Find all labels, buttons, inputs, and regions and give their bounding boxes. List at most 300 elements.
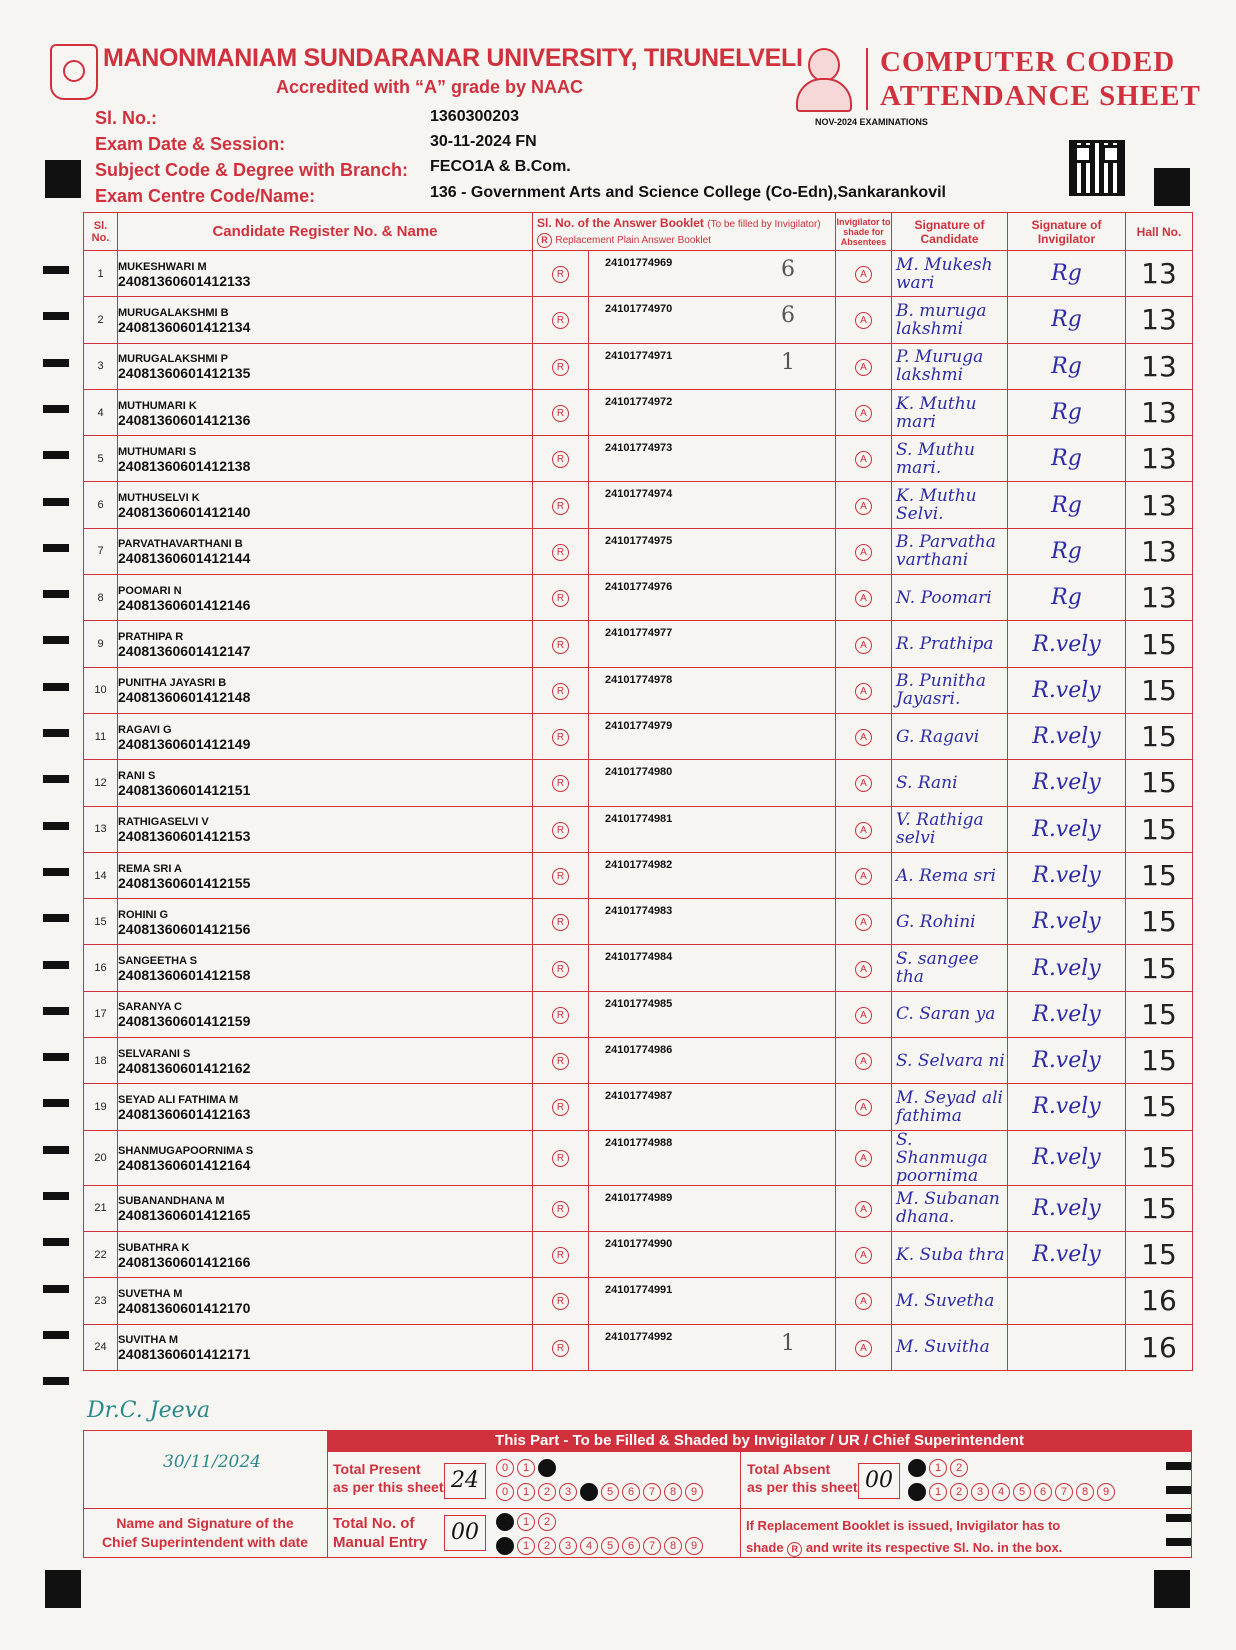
digit-bubble[interactable]: 7 <box>643 1537 661 1555</box>
booklet-mark: 1 <box>781 1330 795 1356</box>
booklet-cell[interactable] <box>589 297 836 343</box>
candidate-name: SEYAD ALI FATHIMA M <box>118 1093 239 1106</box>
digit-bubble[interactable]: 8 <box>664 1537 682 1555</box>
candidate-cell <box>118 945 533 991</box>
digit-bubble[interactable]: 6 <box>622 1537 640 1555</box>
booklet-cell[interactable] <box>589 528 836 574</box>
invigilator-signature[interactable]: R.vely <box>1008 760 1126 806</box>
booklet-cell[interactable] <box>589 806 836 852</box>
timing-mark <box>43 312 69 320</box>
candidate-cell <box>118 436 533 482</box>
digit-bubble[interactable]: 3 <box>559 1483 577 1501</box>
hall-number: 15 <box>1126 899 1193 945</box>
candidate-signature[interactable]: P. Muruga lakshmi <box>892 343 1008 389</box>
hall-number: 16 <box>1126 1324 1193 1370</box>
invigilator-signature[interactable]: R.vely <box>1008 621 1126 667</box>
replacement-bubble[interactable]: R <box>552 312 569 329</box>
timing-mark <box>43 1007 69 1015</box>
candidate-cell <box>118 760 533 806</box>
present-units-bubbles[interactable] <box>496 1482 706 1501</box>
digit-bubble[interactable]: 5 <box>1013 1483 1031 1501</box>
replacement-bubble[interactable]: R <box>552 266 569 283</box>
digit-bubble[interactable]: 2 <box>950 1459 968 1477</box>
replacement-cell[interactable] <box>533 1130 589 1185</box>
digit-bubble[interactable]: 3 <box>559 1537 577 1555</box>
absent-cell[interactable] <box>836 1324 892 1370</box>
booklet-cell[interactable] <box>589 1231 836 1277</box>
candidate-signature[interactable]: G. Rohini <box>892 899 1008 945</box>
absent-bubble[interactable]: A <box>855 775 872 792</box>
replacement-cell[interactable] <box>533 389 589 435</box>
absent-cell[interactable] <box>836 945 892 991</box>
timing-mark <box>43 636 69 644</box>
candidate-signature[interactable]: A. Rema sri <box>892 852 1008 898</box>
invigilator-signature[interactable] <box>1008 1324 1126 1370</box>
digit-bubble[interactable]: 8 <box>1076 1483 1094 1501</box>
booklet-cell[interactable] <box>589 1324 836 1370</box>
digit-bubble[interactable]: 5 <box>601 1537 619 1555</box>
replacement-bubble[interactable]: R <box>552 1099 569 1116</box>
candidate-signature[interactable]: K. Suba thra <box>892 1231 1008 1277</box>
candidate-signature[interactable]: M. Seyad ali fathima <box>892 1084 1008 1130</box>
digit-bubble[interactable]: 4 <box>580 1537 598 1555</box>
col-sl: Sl. No. <box>84 213 118 251</box>
absent-bubble[interactable]: A <box>855 729 872 746</box>
booklet-cell[interactable] <box>589 251 836 297</box>
replacement-cell[interactable] <box>533 945 589 991</box>
replacement-cell[interactable] <box>533 852 589 898</box>
candidate-signature[interactable]: S. Shanmuga poornima <box>892 1130 1008 1185</box>
chief-date: 30/11/2024 <box>163 1452 261 1472</box>
table-row <box>84 1231 1193 1277</box>
digit-bubble[interactable]: 2 <box>538 1459 556 1477</box>
invigilator-signature[interactable]: Rg <box>1008 251 1126 297</box>
invigilator-signature[interactable]: R.vely <box>1008 852 1126 898</box>
digit-bubble[interactable]: 9 <box>685 1537 703 1555</box>
replacement-cell[interactable] <box>533 482 589 528</box>
digit-bubble[interactable]: 8 <box>664 1483 682 1501</box>
replacement-cell[interactable] <box>533 528 589 574</box>
digit-bubble[interactable]: 6 <box>622 1483 640 1501</box>
subject-label: Subject Code & Degree with Branch: <box>95 160 409 180</box>
candidate-cell <box>118 1130 533 1185</box>
booklet-cell[interactable] <box>589 1130 836 1185</box>
absent-cell[interactable] <box>836 760 892 806</box>
booklet-cell[interactable] <box>589 1038 836 1084</box>
invigilator-signature[interactable] <box>1008 1278 1126 1324</box>
invigilator-signature[interactable]: R.vely <box>1008 667 1126 713</box>
absent-cell[interactable] <box>836 713 892 759</box>
invigilator-signature[interactable]: R.vely <box>1008 945 1126 991</box>
timing-mark <box>43 775 69 783</box>
absent-cell[interactable] <box>836 436 892 482</box>
hall-number: 15 <box>1126 852 1193 898</box>
booklet-cell[interactable] <box>589 667 836 713</box>
booklet-mark: 1 <box>781 349 795 375</box>
booklet-cell[interactable] <box>589 621 836 667</box>
invigilator-signature[interactable]: R.vely <box>1008 1185 1126 1231</box>
sl-no-label: Sl. No.: <box>95 108 157 128</box>
replacement-bubble[interactable]: R <box>552 822 569 839</box>
replacement-cell[interactable] <box>533 436 589 482</box>
booklet-cell[interactable] <box>589 575 836 621</box>
digit-bubble[interactable]: 2 <box>538 1483 556 1501</box>
digit-bubble[interactable]: 0 <box>496 1537 514 1555</box>
hall-number: 13 <box>1126 389 1193 435</box>
candidate-signature[interactable]: B. Punitha Jayasri. <box>892 667 1008 713</box>
row-sl: 17 <box>84 991 118 1037</box>
candidate-signature[interactable]: K. Muthu mari <box>892 389 1008 435</box>
register-number: 24081360601412162 <box>118 1059 251 1076</box>
absent-tens-bubbles[interactable] <box>908 1458 971 1477</box>
absent-bubble[interactable]: A <box>855 1201 872 1218</box>
replacement-bubble[interactable]: R <box>552 590 569 607</box>
hall-number: 16 <box>1126 1278 1193 1324</box>
absent-cell[interactable] <box>836 575 892 621</box>
booklet-cell[interactable] <box>589 760 836 806</box>
digit-bubble[interactable]: 0 <box>496 1459 514 1477</box>
absent-bubble[interactable]: A <box>855 498 872 515</box>
replacement-cell[interactable] <box>533 1278 589 1324</box>
absent-cell[interactable] <box>836 1278 892 1324</box>
table-row <box>84 436 1193 482</box>
digit-bubble[interactable]: 2 <box>538 1513 556 1531</box>
total-present-value[interactable]: 24 <box>444 1463 486 1499</box>
replacement-bubble[interactable]: R <box>552 1340 569 1357</box>
replacement-bubble[interactable]: R <box>552 405 569 422</box>
replacement-cell[interactable] <box>533 1185 589 1231</box>
invigilator-signature[interactable]: R.vely <box>1008 1130 1126 1185</box>
row-sl: 15 <box>84 899 118 945</box>
exam-date-label: Exam Date & Session: <box>95 134 286 154</box>
exam-session-label: NOV-2024 EXAMINATIONS <box>815 117 928 127</box>
candidate-signature[interactable]: B. Parvatha varthani <box>892 528 1008 574</box>
replacement-cell[interactable] <box>533 621 589 667</box>
invigilator-signature[interactable]: Rg <box>1008 528 1126 574</box>
candidate-signature[interactable]: G. Ragavi <box>892 713 1008 759</box>
booklet-cell[interactable] <box>589 389 836 435</box>
absent-cell[interactable] <box>836 251 892 297</box>
digit-bubble[interactable]: 9 <box>1097 1483 1115 1501</box>
row-sl: 13 <box>84 806 118 852</box>
replacement-cell[interactable] <box>533 899 589 945</box>
absent-bubble[interactable]: A <box>855 1007 872 1024</box>
digit-bubble[interactable]: 0 <box>908 1483 926 1501</box>
replacement-bubble[interactable]: R <box>552 359 569 376</box>
digit-bubble[interactable]: 3 <box>971 1483 989 1501</box>
digit-bubble[interactable]: 1 <box>517 1459 535 1477</box>
invigilator-signature[interactable]: Rg <box>1008 482 1126 528</box>
replacement-cell[interactable] <box>533 575 589 621</box>
candidate-signature[interactable]: S. Rani <box>892 760 1008 806</box>
invigilator-signature[interactable]: R.vely <box>1008 806 1126 852</box>
invigilator-signature[interactable]: Rg <box>1008 436 1126 482</box>
total-present-label: Total Present as per this sheet <box>333 1461 444 1495</box>
absent-bubble[interactable]: A <box>855 1150 872 1167</box>
replacement-cell[interactable] <box>533 251 589 297</box>
absent-bubble[interactable]: A <box>855 590 872 607</box>
booklet-number: 24101774991 <box>605 1284 673 1297</box>
digit-bubble[interactable]: 4 <box>580 1483 598 1501</box>
table-row <box>84 945 1193 991</box>
replacement-bubble[interactable]: R <box>552 868 569 885</box>
digit-bubble[interactable]: 9 <box>685 1483 703 1501</box>
col-absent: Invigilator to shade for Absentees <box>836 213 892 251</box>
digit-bubble[interactable]: 2 <box>950 1483 968 1501</box>
candidate-signature[interactable]: S. Muthu mari. <box>892 436 1008 482</box>
absent-bubble[interactable]: A <box>855 544 872 561</box>
timing-mark <box>43 405 69 413</box>
candidate-signature[interactable]: B. muruga lakshmi <box>892 297 1008 343</box>
absent-cell[interactable] <box>836 1185 892 1231</box>
candidate-signature[interactable]: S. sangee tha <box>892 945 1008 991</box>
absent-bubble[interactable]: A <box>855 312 872 329</box>
booklet-number: 24101774987 <box>605 1090 673 1103</box>
booklet-cell[interactable] <box>589 1278 836 1324</box>
absent-cell[interactable] <box>836 1038 892 1084</box>
table-row <box>84 482 1193 528</box>
candidate-cell <box>118 1324 533 1370</box>
candidate-name: SANGEETHA S <box>118 955 198 968</box>
row-sl: 23 <box>84 1278 118 1324</box>
candidate-signature[interactable]: R. Prathipa <box>892 621 1008 667</box>
hall-number: 15 <box>1126 713 1193 759</box>
replacement-cell[interactable] <box>533 760 589 806</box>
manual-units-bubbles[interactable] <box>496 1536 706 1555</box>
exam-date-value: 30-11-2024 FN <box>430 133 537 150</box>
absent-cell[interactable] <box>836 343 892 389</box>
timing-mark <box>43 1053 69 1061</box>
register-number: 24081360601412165 <box>118 1207 251 1224</box>
absent-cell[interactable] <box>836 1231 892 1277</box>
absent-bubble[interactable]: A <box>855 683 872 700</box>
digit-bubble[interactable]: 0 <box>908 1459 926 1477</box>
replacement-cell[interactable] <box>533 991 589 1037</box>
replacement-bubble[interactable]: R <box>552 683 569 700</box>
booklet-cell[interactable] <box>589 899 836 945</box>
invigilator-signature[interactable]: R.vely <box>1008 899 1126 945</box>
manual-tens-bubbles[interactable] <box>496 1512 559 1531</box>
founder-portrait-icon <box>792 44 852 110</box>
register-number: 24081360601412147 <box>118 643 251 660</box>
digit-bubble[interactable]: 1 <box>517 1513 535 1531</box>
timing-mark <box>43 498 69 506</box>
absent-cell[interactable] <box>836 899 892 945</box>
register-number: 24081360601412140 <box>118 504 251 521</box>
replacement-r-icon: R <box>537 233 552 248</box>
chief-label: Name and Signature of the Chief Superintendent with date <box>101 1515 309 1550</box>
invigilator-signature[interactable]: R.vely <box>1008 1038 1126 1084</box>
booklet-cell[interactable] <box>589 713 836 759</box>
digit-bubble[interactable]: 4 <box>992 1483 1010 1501</box>
replacement-bubble[interactable]: R <box>552 775 569 792</box>
invigilator-signature[interactable]: R.vely <box>1008 1231 1126 1277</box>
candidate-cell <box>118 343 533 389</box>
absent-bubble[interactable]: A <box>855 914 872 931</box>
candidate-signature[interactable]: C. Saran ya <box>892 991 1008 1037</box>
attendance-table <box>83 212 1193 1371</box>
absent-bubble[interactable]: A <box>855 1247 872 1264</box>
timing-mark <box>43 1099 69 1107</box>
replacement-bubble[interactable]: R <box>552 1150 569 1167</box>
candidate-signature[interactable]: S. Selvara ni <box>892 1038 1008 1084</box>
absent-cell[interactable] <box>836 667 892 713</box>
absent-bubble[interactable]: A <box>855 266 872 283</box>
candidate-signature[interactable]: M. Suvetha <box>892 1278 1008 1324</box>
booklet-cell[interactable] <box>589 343 836 389</box>
digit-bubble[interactable]: 7 <box>1055 1483 1073 1501</box>
table-row <box>84 621 1193 667</box>
digit-bubble[interactable]: 1 <box>517 1483 535 1501</box>
digit-bubble[interactable]: 1 <box>929 1459 947 1477</box>
replacement-cell[interactable] <box>533 806 589 852</box>
row-sl: 19 <box>84 1084 118 1130</box>
candidate-cell <box>118 297 533 343</box>
hall-number: 13 <box>1126 528 1193 574</box>
absent-cell[interactable] <box>836 852 892 898</box>
booklet-cell[interactable] <box>589 1185 836 1231</box>
replacement-bubble[interactable]: R <box>552 544 569 561</box>
absent-bubble[interactable]: A <box>855 359 872 376</box>
digit-bubble[interactable]: 7 <box>643 1483 661 1501</box>
replacement-cell[interactable] <box>533 343 589 389</box>
absent-bubble[interactable]: A <box>855 1053 872 1070</box>
col-sig-candidate: Signature of Candidate <box>892 213 1008 251</box>
booklet-cell[interactable] <box>589 482 836 528</box>
total-absent-value[interactable]: 00 <box>858 1463 900 1499</box>
candidate-signature[interactable]: V. Rathiga selvi <box>892 806 1008 852</box>
candidate-signature[interactable]: M. Suvitha <box>892 1324 1008 1370</box>
absent-cell[interactable] <box>836 528 892 574</box>
digit-bubble[interactable]: 0 <box>496 1483 514 1501</box>
absent-bubble[interactable]: A <box>855 868 872 885</box>
booklet-cell[interactable] <box>589 852 836 898</box>
replacement-bubble[interactable]: R <box>552 637 569 654</box>
booklet-number: 24101774976 <box>605 581 673 594</box>
booklet-cell[interactable] <box>589 991 836 1037</box>
replacement-cell[interactable] <box>533 713 589 759</box>
manual-entry-value[interactable]: 00 <box>444 1515 486 1551</box>
replacement-bubble[interactable]: R <box>552 729 569 746</box>
candidate-cell <box>118 667 533 713</box>
replacement-cell[interactable] <box>533 1084 589 1130</box>
absent-bubble[interactable]: A <box>855 1340 872 1357</box>
absent-bubble[interactable]: A <box>855 1293 872 1310</box>
replacement-cell[interactable] <box>533 1038 589 1084</box>
absent-bubble[interactable]: A <box>855 961 872 978</box>
digit-bubble[interactable]: 1 <box>929 1483 947 1501</box>
candidate-signature[interactable]: N. Poomari <box>892 575 1008 621</box>
digit-bubble[interactable]: 2 <box>538 1537 556 1555</box>
booklet-number: 24101774974 <box>605 488 673 501</box>
timing-mark <box>43 1192 69 1200</box>
absent-units-bubbles[interactable] <box>908 1482 1118 1501</box>
absent-cell[interactable] <box>836 1130 892 1185</box>
absent-bubble[interactable]: A <box>855 1099 872 1116</box>
candidate-signature[interactable]: M. Subanan dhana. <box>892 1185 1008 1231</box>
replacement-bubble[interactable]: R <box>552 1293 569 1310</box>
manual-entry-label: Total No. of Manual Entry <box>333 1515 428 1551</box>
replacement-cell[interactable] <box>533 667 589 713</box>
candidate-signature[interactable]: K. Muthu Selvi. <box>892 482 1008 528</box>
booklet-number: 24101774986 <box>605 1044 673 1057</box>
replacement-bubble[interactable]: R <box>552 1053 569 1070</box>
absent-bubble[interactable]: A <box>855 822 872 839</box>
present-tens-bubbles[interactable] <box>496 1458 559 1477</box>
bottom-divider-v1 <box>327 1452 328 1558</box>
absent-cell[interactable] <box>836 482 892 528</box>
absent-cell[interactable] <box>836 1084 892 1130</box>
absent-cell[interactable] <box>836 389 892 435</box>
digit-bubble[interactable]: 0 <box>496 1513 514 1531</box>
digit-bubble[interactable]: 6 <box>1034 1483 1052 1501</box>
replacement-bubble[interactable]: R <box>552 1201 569 1218</box>
replacement-bubble[interactable]: R <box>552 1247 569 1264</box>
invigilator-signature[interactable]: Rg <box>1008 575 1126 621</box>
replacement-bubble[interactable]: R <box>552 498 569 515</box>
absent-bubble[interactable]: A <box>855 405 872 422</box>
replacement-cell[interactable] <box>533 1324 589 1370</box>
booklet-cell[interactable] <box>589 1084 836 1130</box>
timing-mark <box>43 266 69 274</box>
absent-bubble[interactable]: A <box>855 451 872 468</box>
invigilator-signature[interactable]: Rg <box>1008 297 1126 343</box>
replacement-bubble[interactable]: R <box>552 961 569 978</box>
candidate-name: SELVARANI S <box>118 1047 191 1060</box>
replacement-bubble[interactable]: R <box>552 914 569 931</box>
table-row <box>84 760 1193 806</box>
replacement-cell[interactable] <box>533 1231 589 1277</box>
total-absent-label: Total Absent as per this sheet <box>747 1461 858 1495</box>
replacement-cell[interactable] <box>533 297 589 343</box>
absent-cell[interactable] <box>836 297 892 343</box>
row-sl: 3 <box>84 343 118 389</box>
invigilator-signature[interactable]: R.vely <box>1008 991 1126 1037</box>
absent-cell[interactable] <box>836 991 892 1037</box>
replacement-bubble[interactable]: R <box>552 1007 569 1024</box>
absent-cell[interactable] <box>836 806 892 852</box>
row-sl: 6 <box>84 482 118 528</box>
alignment-mark-top-right <box>1154 168 1190 206</box>
register-number: 24081360601412159 <box>118 1013 251 1030</box>
chief-signature: Dr.C. Jeeva <box>87 1398 211 1423</box>
invigilator-signature[interactable]: Rg <box>1008 389 1126 435</box>
hall-number: 13 <box>1126 297 1193 343</box>
candidate-signature[interactable]: M. Mukesh wari <box>892 251 1008 297</box>
booklet-number: 24101774981 <box>605 812 673 825</box>
university-name: MANONMANIAM SUNDARANAR UNIVERSITY, TIRUNELVELI <box>103 44 803 72</box>
booklet-cell[interactable] <box>589 436 836 482</box>
hall-number: 15 <box>1126 1038 1193 1084</box>
replacement-bubble[interactable]: R <box>552 451 569 468</box>
invigilator-signature[interactable]: R.vely <box>1008 1084 1126 1130</box>
invigilator-signature[interactable]: Rg <box>1008 343 1126 389</box>
absent-cell[interactable] <box>836 621 892 667</box>
booklet-cell[interactable] <box>589 945 836 991</box>
table-row <box>84 1324 1193 1370</box>
candidate-cell <box>118 899 533 945</box>
timing-mark <box>43 1285 69 1293</box>
digit-bubble[interactable]: 1 <box>517 1537 535 1555</box>
table-row <box>84 852 1193 898</box>
booklet-number: 24101774975 <box>605 534 673 547</box>
timing-mark <box>43 1238 69 1246</box>
col-hall: Hall No. <box>1126 213 1193 251</box>
digit-bubble[interactable]: 5 <box>601 1483 619 1501</box>
absent-bubble[interactable]: A <box>855 637 872 654</box>
invigilator-signature[interactable]: R.vely <box>1008 713 1126 759</box>
timing-mark <box>43 729 69 737</box>
